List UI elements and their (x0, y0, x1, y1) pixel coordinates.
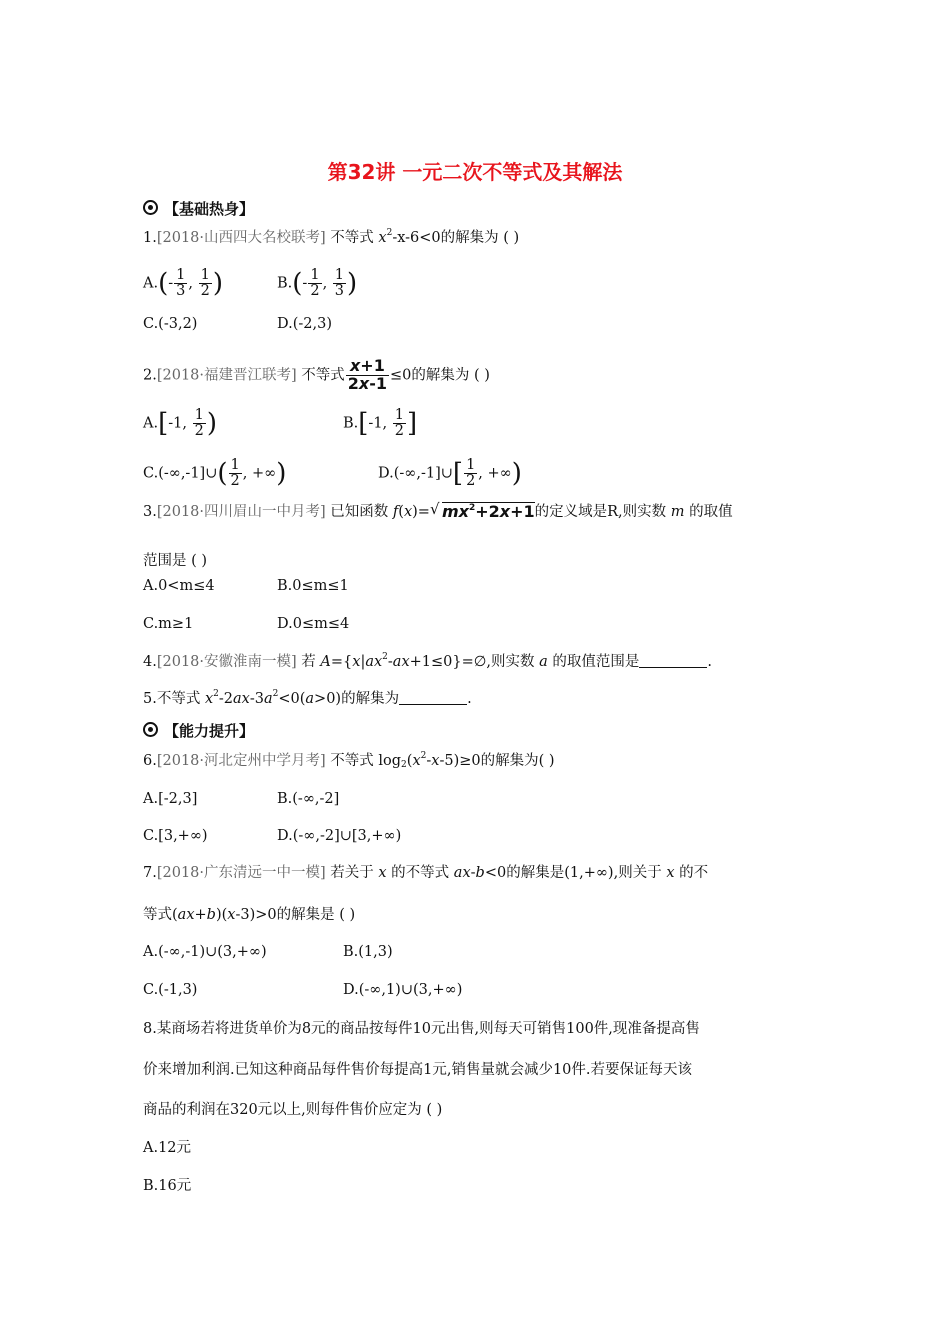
question-1: 1.[2018·山西四大名校联考] 不等式 $x^2-x-6<0$的解集为 ( ) (143, 228, 520, 246)
question-source: [2018·四川眉山一中月考] (156, 504, 326, 520)
section-basic-heading: 【基础热身】 (143, 198, 254, 219)
q6-option-c: C.[3,+∞) (143, 828, 208, 844)
q1-option-b: B.(- $\frac{1}{2}$ , $\frac{1}{3}$ ) (277, 267, 358, 300)
q7-option-d: D.(-∞,1)∪(3,+∞) (343, 982, 463, 998)
question-4: 4.[2018·安徽淮南一模] 若 $A=\{x|ax^2-ax+1\le 0\}=\emptyset$,则实数 a 的取值范围是 . (143, 652, 712, 670)
q6-option-a: A.[-2,3] (143, 791, 198, 807)
q3-option-a: A.0<m≤4 (143, 578, 215, 594)
target-bullet-icon (143, 200, 158, 215)
q7-option-b: B.(1,3) (343, 944, 393, 960)
q7-option-c: C.(-1,3) (143, 982, 198, 998)
answer-blank[interactable] (399, 690, 467, 705)
q2-option-c: C.(-∞,-1]∪( $\frac{1}{2}$ , +∞) (143, 457, 287, 490)
root-expression: √ $mx^2+2x+1$ (430, 502, 535, 522)
question-5: 5.不等式 $x^2-2ax-3a^2<0(a>0)$的解集为 . (143, 689, 472, 707)
question-source: [2018·广东清远一中一模] (156, 865, 326, 881)
q8-option-b: B.16元 (143, 1178, 192, 1194)
q6-option-d: D.(-∞,-2]∪[3,+∞) (277, 828, 402, 844)
q1-option-c: C.(-3,2) (143, 316, 198, 332)
question-source: [2018·河北定州中学月考] (156, 753, 326, 769)
q3-option-c: C.m≥1 (143, 616, 194, 632)
q8-option-a: A.12元 (143, 1140, 192, 1156)
q7-option-a: A.(-∞,-1)∪(3,+∞) (143, 944, 267, 960)
answer-blank[interactable] (639, 653, 707, 668)
q6-option-b: B.(-∞,-2] (277, 791, 340, 807)
question-8-line-3: 商品的利润在320元以上,则每件售价应定为 ( ) (143, 1102, 443, 1118)
q3-option-d: D.0≤m≤4 (277, 616, 350, 632)
question-3: 3.[2018·四川眉山一中月考] 已知函数 f(x)= √ $mx^2+2x+1$ 的定义域是R,则实数 m 的取值 (143, 502, 733, 522)
question-7: 7.[2018·广东清远一中一模] 若关于 x 的不等式 ax-b<0的解集是(1,+∞),则关于 x 的不 (143, 865, 709, 881)
q2-option-d: D.(-∞,-1]∪[ $\frac{1}{2}$ , +∞) (378, 457, 522, 490)
question-2: 2.[2018·福建晋江联考] 不等式 $\frac{x+1}{2x-1}$ ≤0的解集为 ( ) (143, 356, 490, 393)
question-8-line-1: 8.某商场若将进货单价为8元的商品按每件10元出售,则每天可销售100件,现准备提高售 (143, 1021, 700, 1037)
question-6: 6.[2018·河北定州中学月考] 不等式 $\log_2(x^2-x-5)\ge 0$的解集为( ) (143, 751, 555, 770)
q3-option-b: B.0≤m≤1 (277, 578, 349, 594)
q1-option-a: A.(- $\frac{1}{3}$ , $\frac{1}{2}$ ) (143, 267, 223, 300)
question-source: [2018·福建晋江联考] (156, 367, 297, 384)
q2-option-b: B.[-1, $\frac{1}{2}$ ] (343, 407, 418, 440)
q3-line-2: 范围是 ( ) (143, 553, 208, 569)
section-advanced-heading: 【能力提升】 (143, 720, 254, 741)
q2-option-a: A.[-1, $\frac{1}{2}$ ) (143, 407, 217, 440)
target-bullet-icon (143, 722, 158, 737)
q1-option-d: D.(-2,3) (277, 316, 332, 332)
question-source: [2018·山西四大名校联考] (156, 230, 326, 246)
q7-line-2: 等式(ax+b)(x-3)>0的解集是 ( ) (143, 907, 356, 923)
question-8-line-2: 价来增加利润.已知这种商品每件售价每提高1元,销售量就会减少10件.若要保证每天该 (143, 1062, 693, 1078)
page-title: 第32讲 一元二次不等式及其解法 (327, 160, 623, 184)
question-source: [2018·安徽淮南一模] (156, 654, 297, 670)
